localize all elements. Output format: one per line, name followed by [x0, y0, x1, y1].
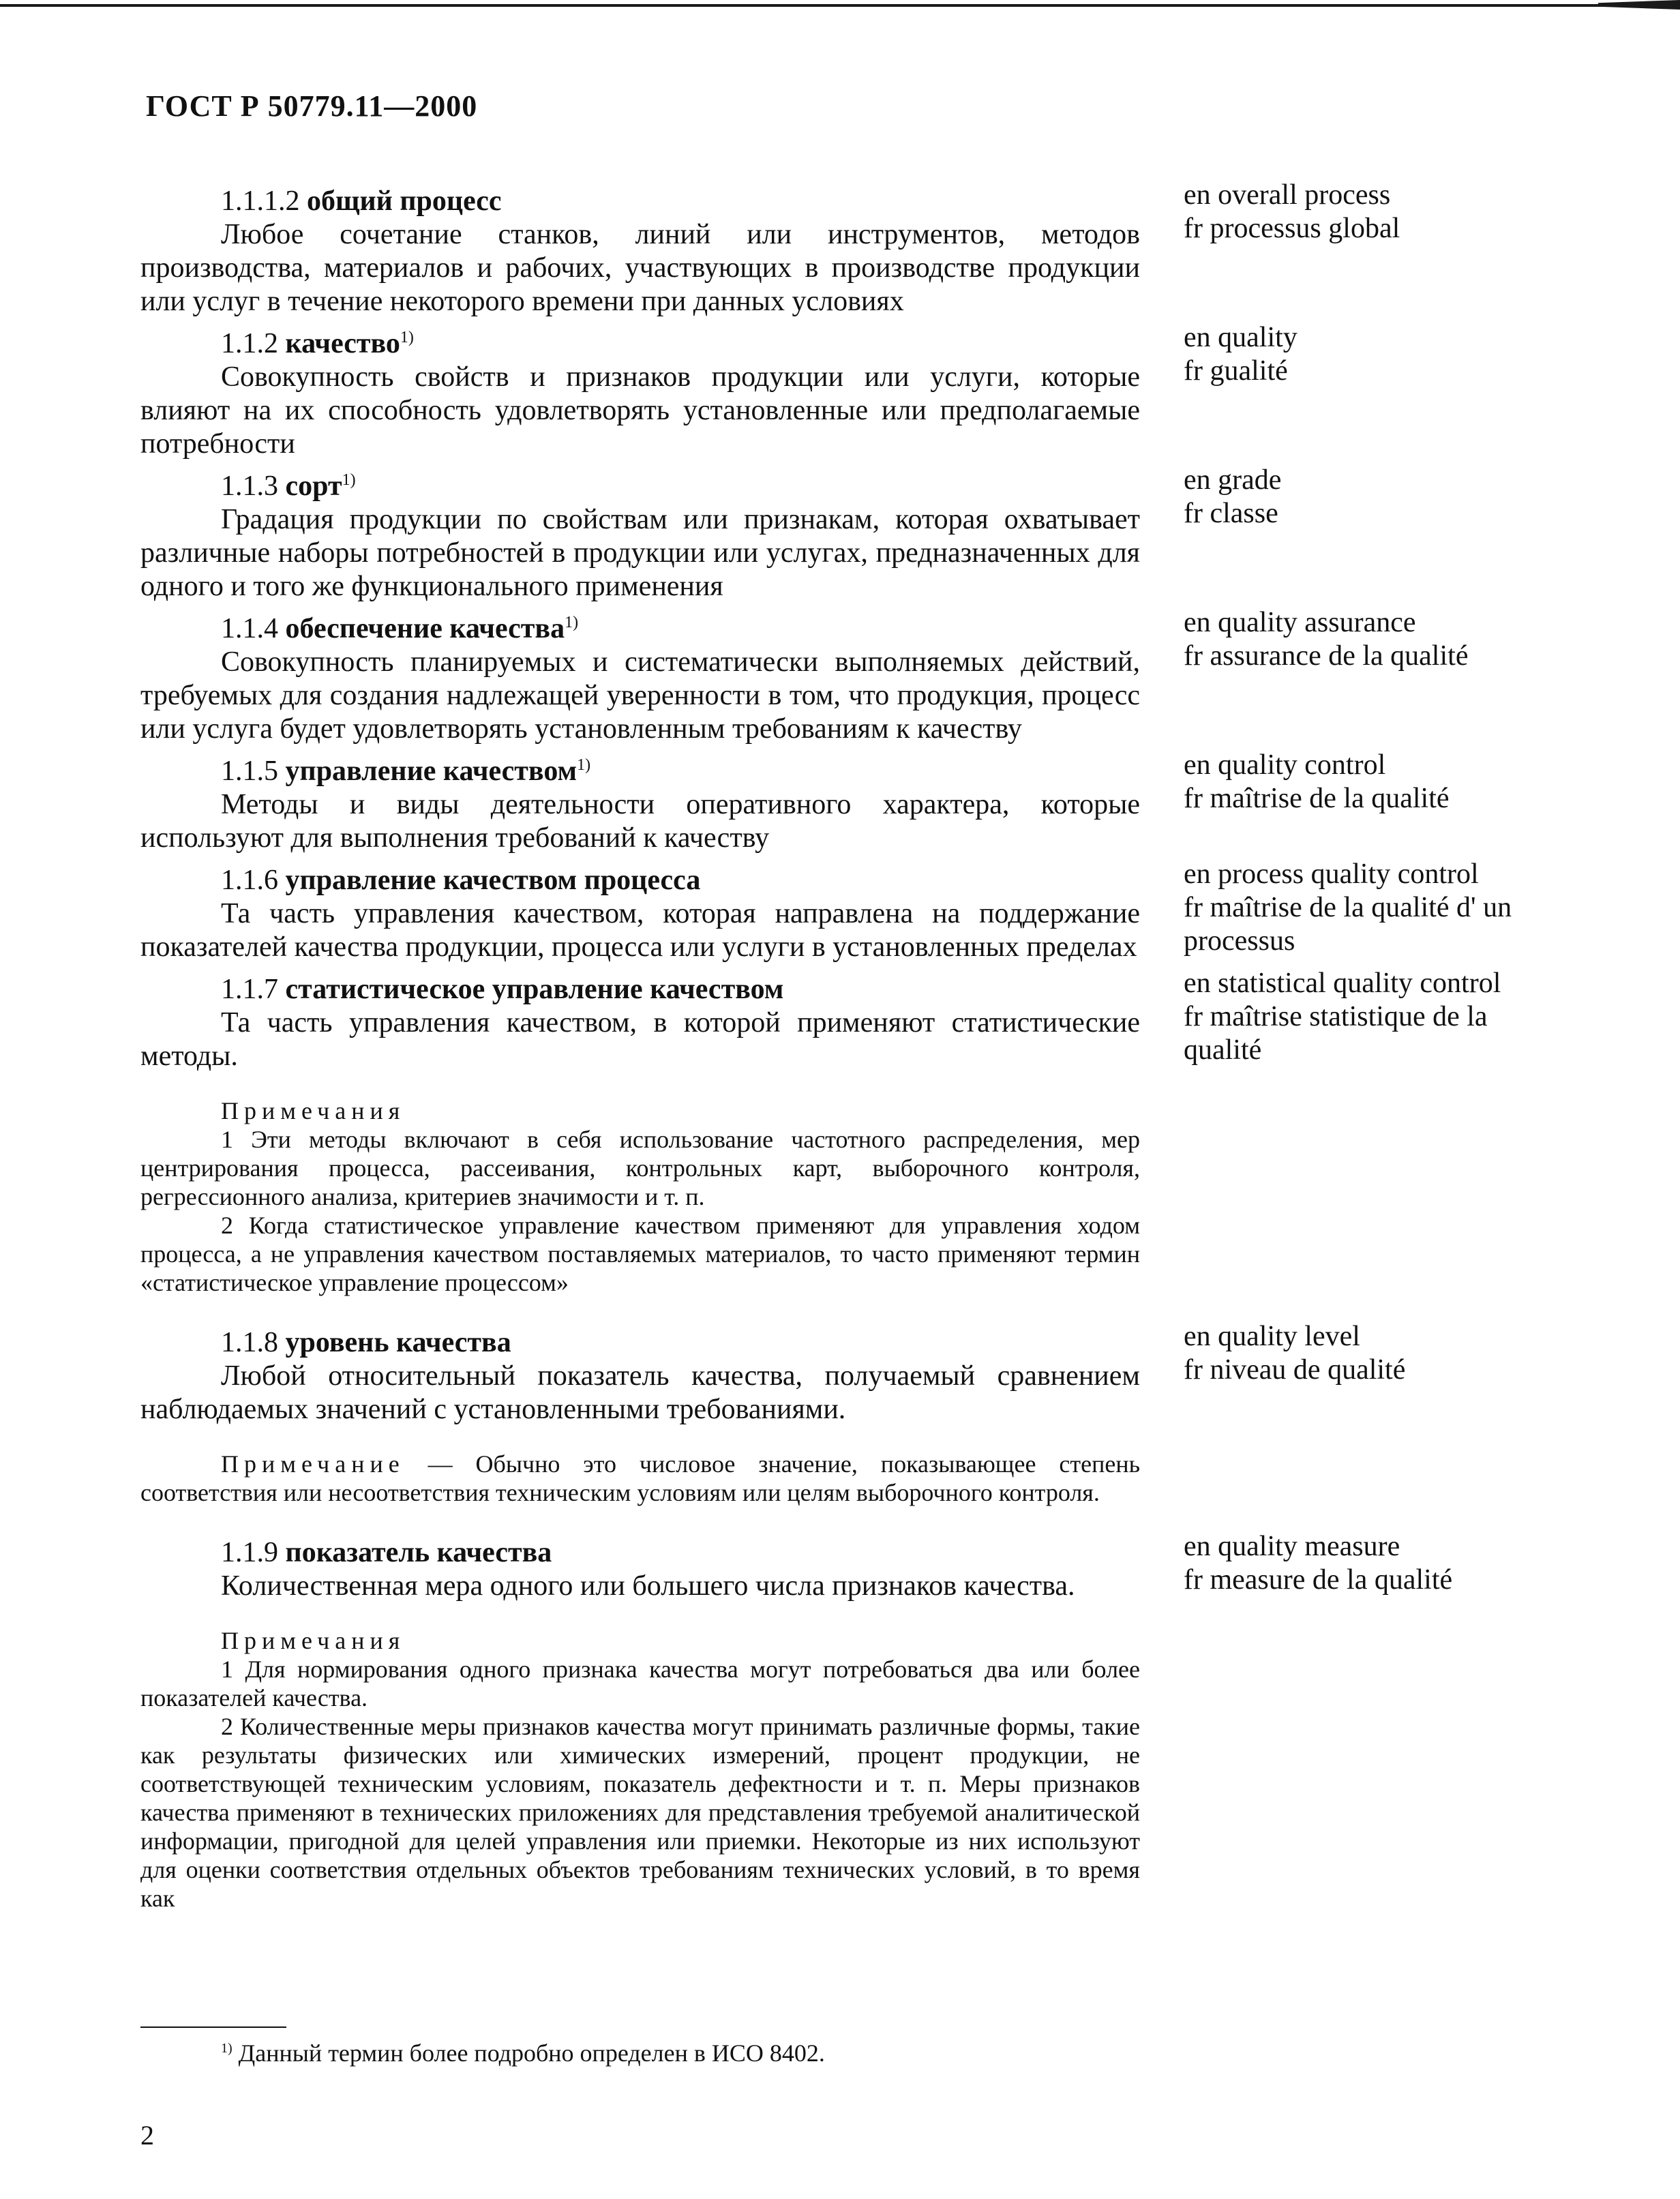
- footnote-text: Данный термин более подробно определен в ИСО 8402.: [238, 2039, 825, 2067]
- term-name: обеспечение качества: [285, 613, 565, 644]
- term-en: en statistical quality control: [1184, 968, 1501, 999]
- term-en: en quality control: [1184, 749, 1386, 781]
- term-name: показатель качества: [285, 1537, 552, 1568]
- footnote-mark: 1): [342, 471, 356, 489]
- page-number: 2: [140, 2120, 154, 2151]
- term-fr: fr niveau de qualité: [1184, 1354, 1406, 1386]
- note-item: 1 Для нормирования одного признака качества могут потребоваться два или более показателей качества.: [140, 1656, 1140, 1711]
- term-definition: Совокупность планируемых и систематически выполняемых действий, требуемых для создания надлежащей уверенности в том, что продукция, процесс или услуга будет удовлетворять установленным требованиям к качеству: [140, 646, 1140, 745]
- footnote: [221, 2039, 825, 2067]
- term-name: сорт: [285, 470, 342, 502]
- term-en: en quality level: [1184, 1321, 1360, 1352]
- term-heading: 1.1.8 уровень качества: [221, 1327, 511, 1358]
- footnote-mark: 1): [221, 2041, 232, 2056]
- term-definition: Та часть управления качеством, в которой применяют статистические методы.: [140, 1007, 1140, 1072]
- term-definition: Любой относительный показатель качества, получаемый сравнением наблюдаемых значений с установленными требованиями.: [140, 1360, 1140, 1425]
- terms-list: [140, 179, 1572, 1936]
- term-1-1-5: [140, 749, 1572, 855]
- note-item: 2 Когда статистическое управление качеством применяют для управления ходом процесса, а не управления качеством поставляемых материалов, то часто применяют термин «статистическое управление процессом»: [140, 1212, 1140, 1296]
- term-name: управление качеством: [285, 756, 578, 787]
- term-heading: 1.1.6 управление качеством процесса: [221, 865, 701, 896]
- term-fr: fr measure de la qualité: [1184, 1564, 1453, 1596]
- term-fr: fr maîtrise de la qualité: [1184, 783, 1450, 814]
- term-definition: Совокупность свойств и признаков продукции или услуги, которые влияют на их способность удовлетворять установленные или предполагаемые потребности: [140, 361, 1140, 460]
- term-heading: 1.1.3 сорт$^{1)}$: [221, 470, 356, 502]
- term-heading: 1.1.2 качество$^{1)}$: [221, 328, 414, 359]
- term-name: общий процесс: [307, 185, 502, 217]
- term-definition: Любое сочетание станков, линий или инструментов, методов производства, материалов и рабочих, участвующих в производстве продукции или услуг в течение некоторого времени при данных условиях: [140, 219, 1140, 317]
- term-en: en grade: [1184, 464, 1282, 496]
- notes-title: Примечания: [221, 1097, 406, 1124]
- term-heading: 1.1.9 показатель качества: [221, 1537, 552, 1568]
- term-name: управление качеством процесса: [285, 865, 701, 896]
- term-fr: fr maîtrise de la qualité d' un processus: [1184, 892, 1512, 957]
- term-heading: 1.1.7 статистическое управление качеством: [221, 974, 784, 1005]
- term-fr: fr classe: [1184, 498, 1278, 529]
- term-definition: Градация продукции по свойствам или признакам, которая охватывает различные наборы потребностей в продукции или услугах, предназначенных для одного и того же функционального применения: [140, 504, 1140, 602]
- term-en: en overall process: [1184, 179, 1391, 211]
- term-name: статистическое управление качеством: [285, 974, 784, 1005]
- notes-1-1-7: [140, 1096, 1140, 1297]
- term-1-1-2: [140, 321, 1572, 461]
- term-en: en process quality control: [1184, 858, 1479, 890]
- term-1-1-7: [140, 967, 1572, 1073]
- term-heading: 1.1.5 управление качеством$^{1)}$: [221, 756, 591, 787]
- note-item: 2 Количественные меры признаков качества могут принимать различные формы, такие как результаты физических или химических измерений, процент продукции, не соответствующей техническим условиям, показатель дефектности и т. п. Меры признаков качества применяют в технических приложениях для представления требуемой аналитической информации, пригодной для целей управления или приемки. Некоторые из них используют для оценки соответствия отдельных объектов требованиям технических условий, в то время как: [140, 1713, 1140, 1912]
- term-1-1-8: [140, 1320, 1572, 1426]
- term-en: en quality: [1184, 322, 1298, 353]
- footnote-mark: 1): [400, 329, 414, 346]
- note-1-1-8: [140, 1450, 1140, 1507]
- top-rule: [0, 4, 1680, 7]
- footnote-mark: 1): [577, 756, 591, 774]
- term-1-1-1-2: [140, 179, 1572, 318]
- term-fr: fr processus global: [1184, 213, 1400, 244]
- term-name: уровень качества: [285, 1327, 511, 1358]
- top-rule-tip: [1598, 0, 1680, 10]
- term-fr: fr maîtrise statistique de la qualité: [1184, 1001, 1488, 1066]
- term-name: качество: [285, 328, 400, 359]
- footnote-mark: 1): [565, 614, 579, 631]
- notes-1-1-9: [140, 1626, 1140, 1913]
- term-heading: 1.1.1.2 общий процесс: [221, 185, 502, 217]
- term-1-1-3: [140, 464, 1572, 603]
- note-item: 1 Эти методы включают в себя использование частотного распределения, мер центрирования процесса, рассеивания, контрольных карт, выборочного контроля, регрессионного анализа, критериев значимости и т. п.: [140, 1126, 1140, 1210]
- term-definition: Та часть управления качеством, которая направлена на поддержание показателей качества продукции, процесса или услуги в установленных пределах: [140, 898, 1140, 963]
- term-en: en quality measure: [1184, 1531, 1400, 1562]
- term-fr: fr gualité: [1184, 355, 1288, 387]
- term-fr: fr assurance de la qualité: [1184, 640, 1469, 672]
- term-1-1-6: [140, 858, 1572, 964]
- note-title: Примечание: [221, 1450, 405, 1478]
- footnote-rule: [140, 2026, 286, 2028]
- term-heading: 1.1.4 обеспечение качества$^{1)}$: [221, 613, 579, 644]
- term-1-1-4: [140, 606, 1572, 746]
- notes-title: Примечания: [221, 1627, 406, 1654]
- term-en: en quality assurance: [1184, 607, 1416, 638]
- term-1-1-9: [140, 1530, 1572, 1603]
- term-definition: Количественная мера одного или большего числа признаков качества.: [221, 1570, 1075, 1602]
- term-definition: Методы и виды деятельности оперативного характера, которые используют для выполнения требований к качеству: [140, 789, 1140, 854]
- standard-header: ГОСТ Р 50779.11—2000: [146, 89, 478, 123]
- note-text: — Обычно это числовое значение, показывающее степень соответствия или несоответствия техническим условиям или целям выборочного контроля.: [140, 1450, 1140, 1506]
